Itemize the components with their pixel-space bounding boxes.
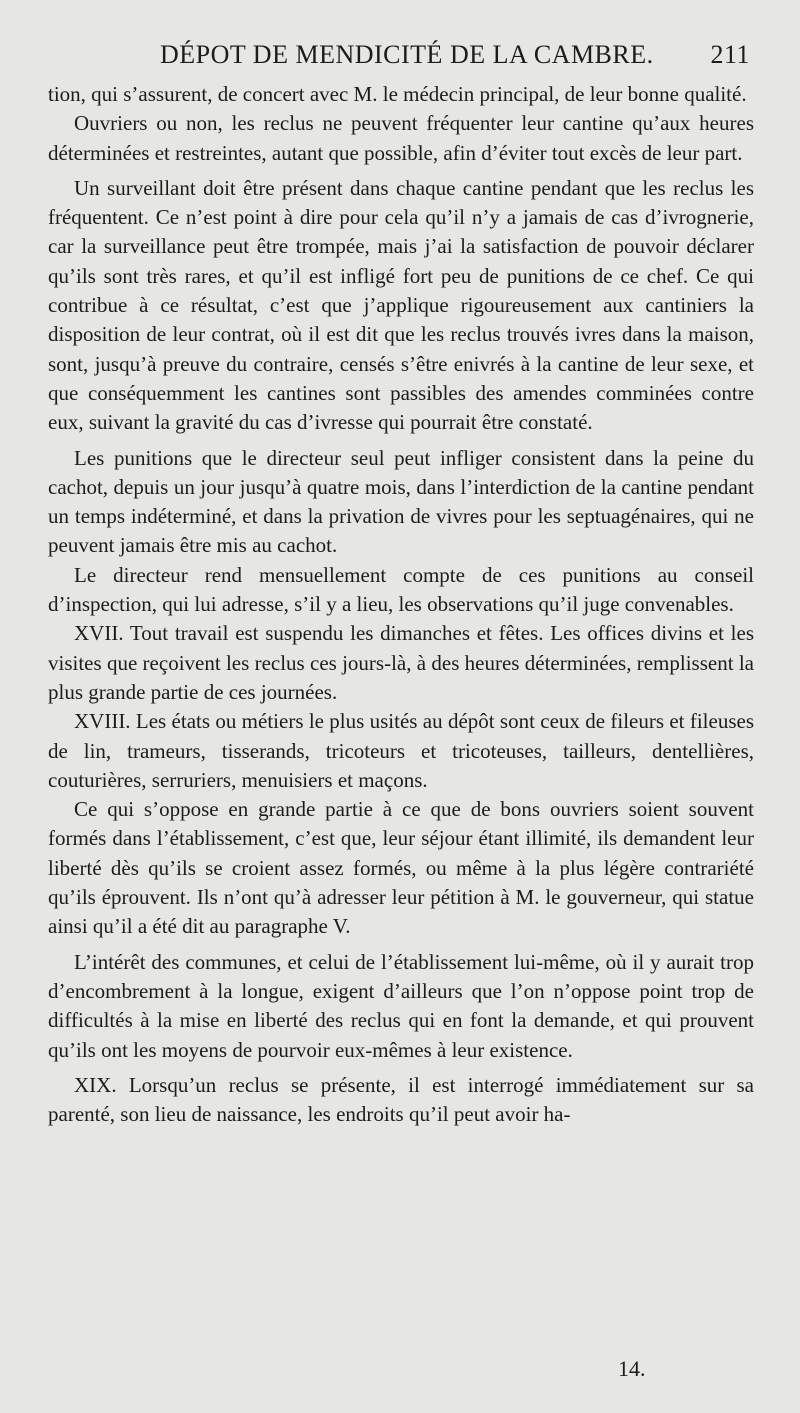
page-number: 211	[710, 40, 750, 69]
paragraph: L’intérêt des communes, et celui de l’établissement lui-même, où il y aurait trop d’encombrement à la longue, exigent d’ailleurs que l’on n’oppose point trop de difficultés à la mise en liberté des reclus qui en font la demande, et qui prouvent qu’ils ont les moyens de pourvoir eux-mêmes à leur existence.	[48, 949, 754, 1062]
paragraph: tion, qui s’assurent, de concert avec M. le médecin principal, de leur bonne qualité.	[48, 82, 747, 106]
body-text	[48, 80, 754, 1129]
section-xviii: XVIII. Les états ou métiers le plus usités au dépôt sont ceux de fileurs et fileuses de lin, trameurs, tisserands, tricoteurs et tricoteuses, tailleurs, dentellières, couturières, serruriers, menuisiers et maçons.	[48, 709, 754, 792]
page-header	[160, 40, 750, 80]
section-xix: XIX. Lorsqu’un reclus se présente, il est interrogé immédiatement sur sa parenté, son lieu de naissance, les endroits qu’il peut avoir ha-	[48, 1072, 754, 1127]
paragraph: Un surveillant doit être présent dans chaque cantine pendant que les reclus les fréquentent. Ce n’est point à dire pour cela qu’il n’y a jamais de cas d’ivrognerie, car la surveillance peut être trompée, mais j’ai la satisfaction de pouvoir déclarer qu’ils sont très rares, et qu’il est infligé fort peu de punitions de ce chef. Ce qui contribue à ce résultat, c’est que j’applique rigoureusement aux cantiniers la disposition de leur contrat, où il est dit que les reclus trouvés ivres dans la maison, sont, jusqu’à preuve du contraire, censés s’être enivrés à la cantine de leur sexe, et que conséquemment les cantines sont passibles des amendes comminées contre eux, suivant la gravité du cas d’ivresse qui pourrait être constaté.	[48, 175, 754, 435]
paragraph: Les punitions que le directeur seul peut infliger consistent dans la peine du cachot, depuis un jour jusqu’à quatre mois, dans l’interdiction de la cantine pendant un temps indéterminé, et dans la privation de vivres pour les septuagénaires, qui ne peuvent jamais être mis au cachot.	[48, 445, 754, 558]
section-xvii: XVII. Tout travail est suspendu les dimanches et fêtes. Les offices divins et les visites que reçoivent les reclus ces jours-là, à des heures déterminées, remplissent la plus grande partie de ces journées.	[48, 621, 754, 704]
paragraph: Ouvriers ou non, les reclus ne peuvent fréquenter leur cantine qu’aux heures déterminées et restreintes, autant que possible, afin d’éviter tout excès de leur part.	[48, 111, 754, 165]
paragraph: Ce qui s’oppose en grande partie à ce que de bons ouvriers soient souvent formés dans l’établissement, c’est que, leur séjour étant illimité, ils demandent leur liberté dès qu’ils se croient assez formés, ou même à la plus légère contrariété qu’ils éprouvent. Ils n’ont qu’à adresser leur pétition à M. le gouverneur, qui statue ainsi qu’il a été dit au paragraphe V.	[48, 797, 754, 939]
signature-mark: 14.	[618, 1356, 646, 1381]
running-head: DÉPOT DE MENDICITÉ DE LA CAMBRE.	[160, 40, 654, 69]
paragraph: Le directeur rend mensuellement compte de ces punitions au conseil d’inspection, qui lui adresse, s’il y a lieu, les observations qu’il juge convenables.	[48, 562, 754, 617]
